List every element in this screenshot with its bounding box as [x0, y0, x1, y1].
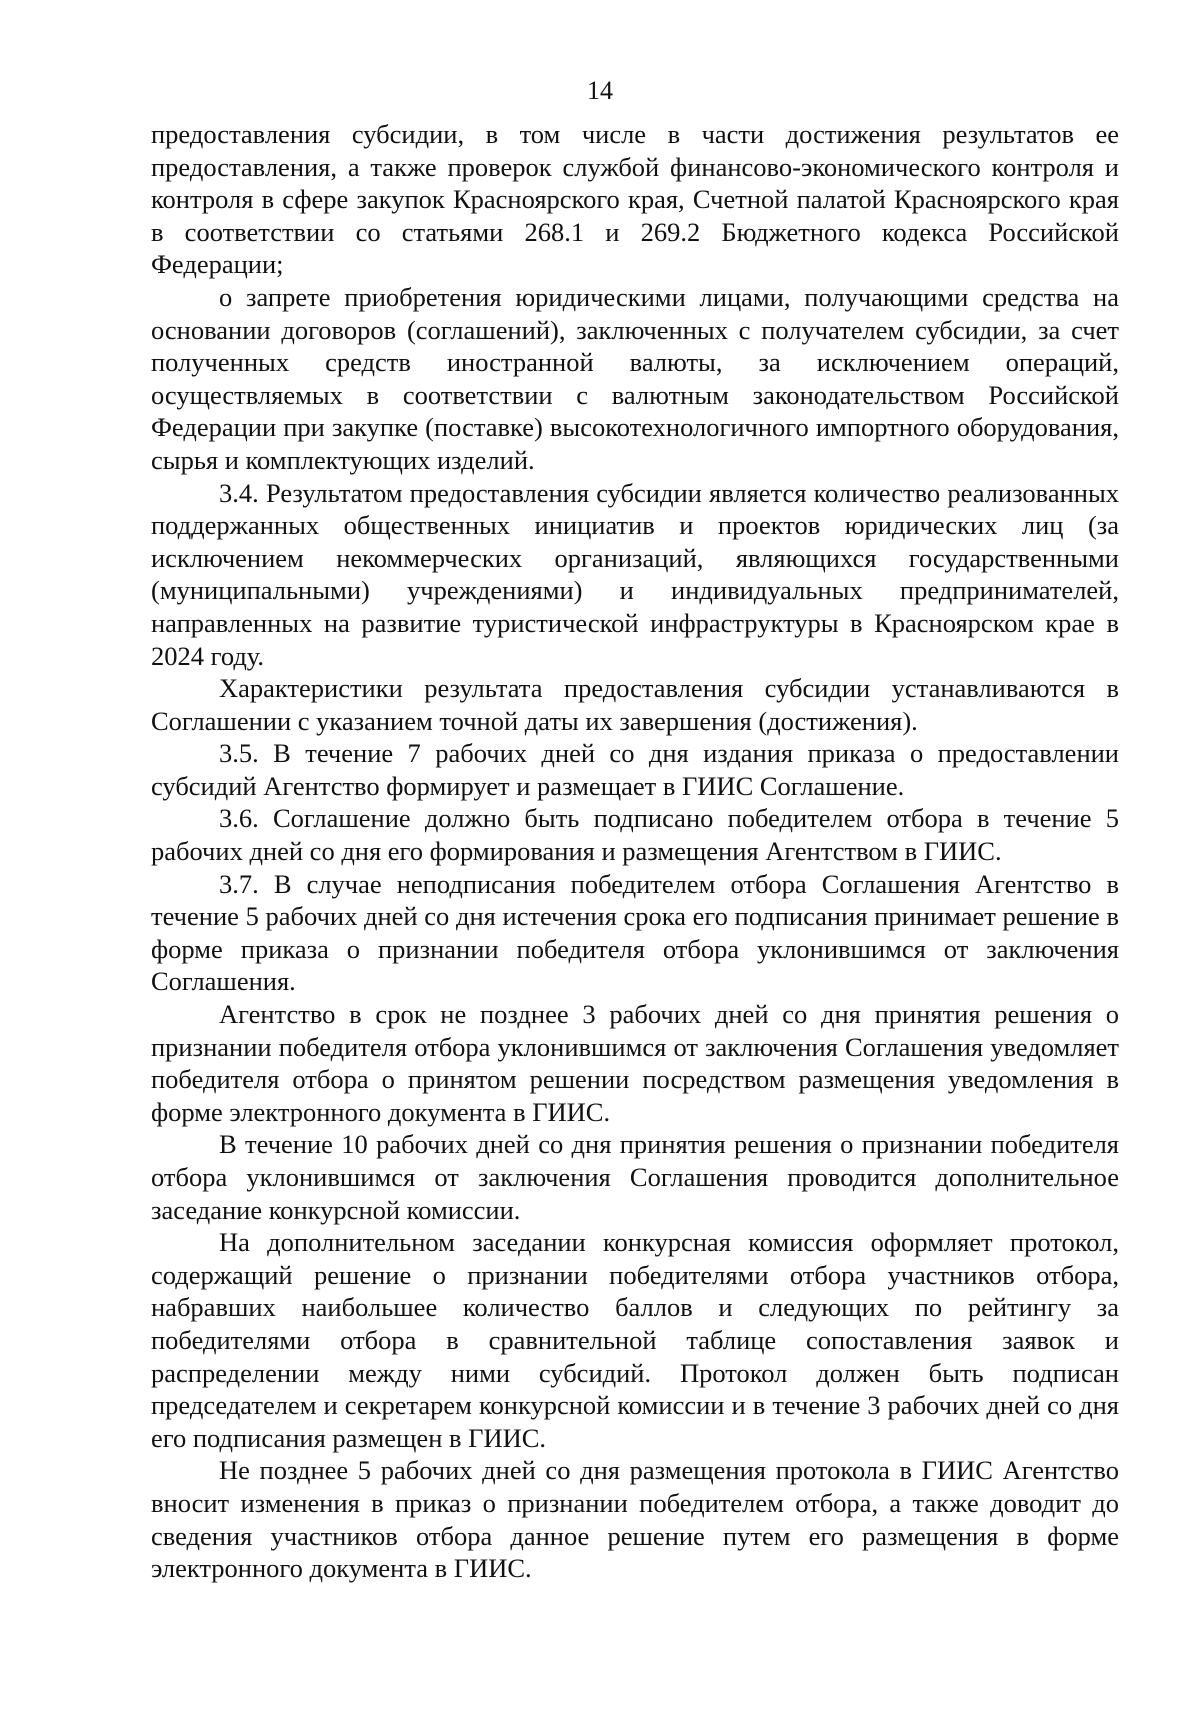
paragraph-order-changes: Не позднее 5 рабочих дней со дня размещения протокола в ГИИС Агентство вносит изменения в приказ о признании победителем отбора, а также доводит до сведения участников отбора данное решение путем его размещения в форме электронного документа в ГИИС.	[151, 1455, 1119, 1584]
paragraph-3-7: 3.7. В случае неподписания победителем отбора Соглашения Агентство в течение 5 рабочих дней со дня истечения срока его подписания принимает решение в форме приказа о признании победителя отбора уклонившимся от заключения Соглашения.	[151, 868, 1119, 997]
paragraph-additional-meeting: В течение 10 рабочих дней со дня принятия решения о признании победителя отбора уклонившимся от заключения Соглашения проводится дополнительное заседание конкурсной комиссии.	[151, 1129, 1119, 1225]
paragraph-notification: Агентство в срок не позднее 3 рабочих дней со дня принятия решения о признании победителя отбора уклонившимся от заключения Соглашения уведомляет победителя отбора о принятом решении посредством размещения уведомления в форме электронного документа в ГИИС.	[151, 999, 1119, 1127]
paragraph-3-5: 3.5. В течение 7 рабочих дней со дня издания приказа о предоставлении субсидий Агентство формирует и размещает в ГИИС Соглашение.	[151, 738, 1119, 801]
paragraph-3-4: 3.4. Результатом предоставления субсидии является количество реализованных поддержанных общественных инициатив и проектов юридических лиц (за исключением некоммерческих организаций, являющихся государственными (муниципальными) учреждениями) и индивидуальных предпринимателей, направленных на развитие туристической инфраструктуры в Красноярском крае в 2024 году.	[151, 477, 1119, 671]
document-body	[151, 118, 1119, 1585]
page-number: 14	[587, 76, 613, 105]
paragraph-protocol: На дополнительном заседании конкурсная комиссия оформляет протокол, содержащий решение о признании победителями отбора участников отбора, набравших наибольшее количество баллов и следующих по рейтингу за победителями отбора в сравнительной таблице сопоставления заявок и распределении между ними субсидий. Протокол должен быть подписан председателем и секретарем конкурсной комиссии и в течение 3 рабочих дней со дня его подписания размещен в ГИИС.	[151, 1227, 1119, 1453]
paragraph-3-6: 3.6. Соглашение должно быть подписано победителем отбора в течение 5 рабочих дней со дня его формирования и размещения Агентством в ГИИС.	[151, 803, 1119, 867]
paragraph-currency-prohibition: о запрете приобретения юридическими лицами, получающими средства на основании договоров (соглашений), заключенных с получателем субсидии, за счет полученных средств иностранной валюты, за исключением операций, осуществляемых в соответствии с валютным законодательством Российской Федерации при закупке (поставке) высокотехнологичного импортного оборудования, сырья и комплектующих изделий.	[151, 281, 1119, 475]
paragraph-continuation: предоставления субсидии, в том числе в части достижения результатов ее предоставления, а также проверок службой финансово-экономического контроля и контроля в сфере закупок Красноярского края, Счетной палатой Красноярского края в соответствии со статьями 268.1 и 269.2 Бюджетного кодекса Российской Федерации;	[151, 119, 1119, 280]
paragraph-result-characteristics: Характеристики результата предоставления субсидии устанавливаются в Соглашении с указанием точной даты их завершения (достижения).	[151, 673, 1119, 736]
